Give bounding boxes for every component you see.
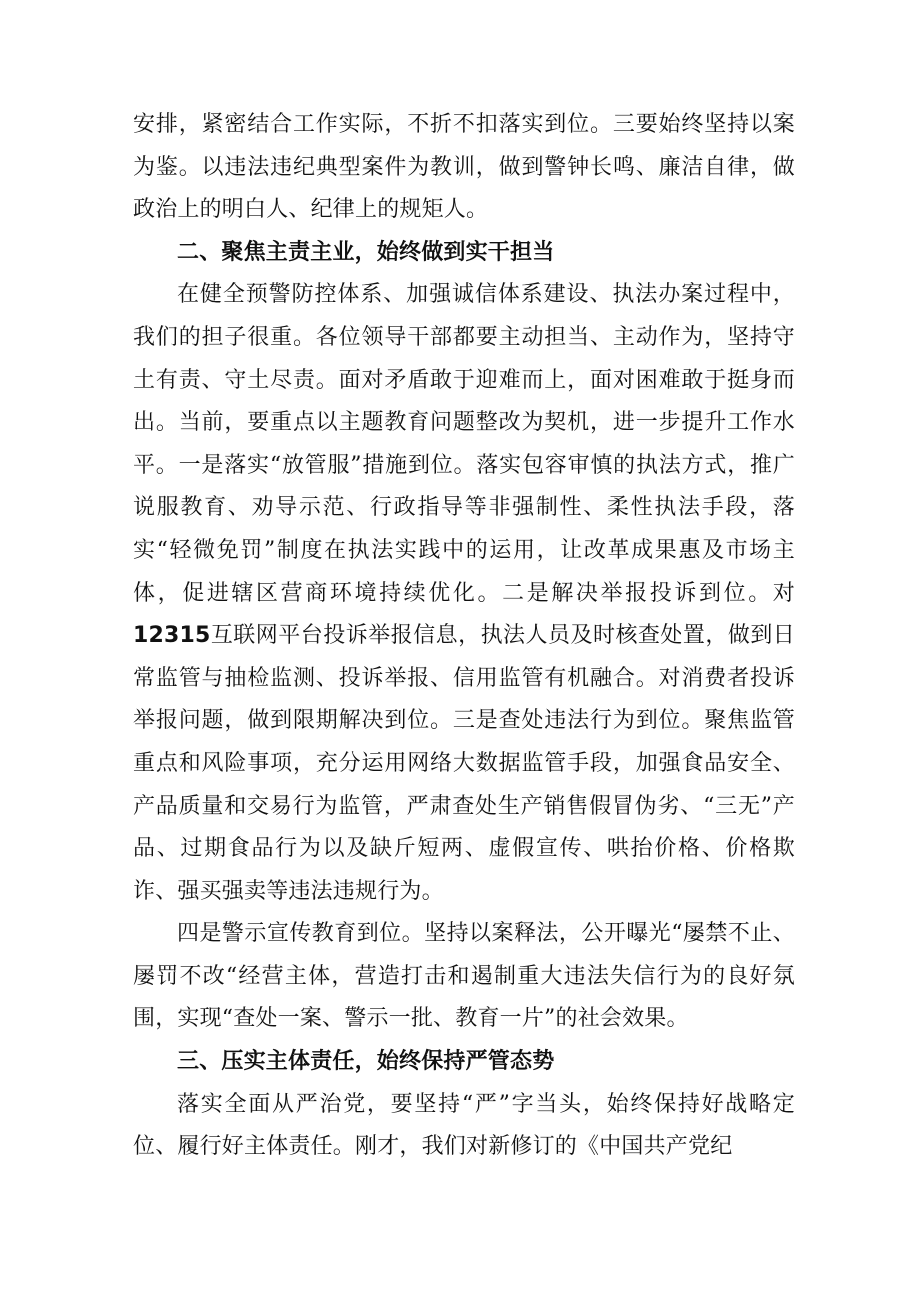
paragraph-section-2 [133,274,795,913]
document-page [133,104,795,1169]
paragraph-section-3: 落实全面从严治党，要坚持“严”字当头，始终保持好战略定位、履行好主体责任。刚才，我们对新修订的《中国共产党纪 [133,1091,795,1160]
paragraph-text: 互联网平台投诉举报信息，执法人员及时核查处置，做到日常监管与抽检监测、投诉举报、信用监管有机融合。对消费者投诉举报问题，做到限期解决到位。三是查处违法行为到位。聚焦监管重点和风险事项，充分运用网络大数据监管手段，加强食品安全、产品质量和交易行为监管，严肃查处生产销售假冒伪劣、“三无”产品、过期食品行为以及缺斤短两、虚假宣传、哄抬价格、价格欺诈、强买强卖等违法违规行为。 [133,623,795,904]
hotline-number: 12315 [133,623,211,649]
paragraph-text: 在健全预警防控体系、加强诚信体系建设、执法办案过程中，我们的担子很重。各位领导干部都要主动担当、主动作为，坚持守土有责、守土尽责。面对矛盾敢于迎难而上，面对困难敢于挺身而出。当前，要重点以主题教育问题整改为契机，进一步提升工作水平。一是落实“放管服”措施到位。落实包容审慎的执法方式，推广说服教育、劝导示范、行政指导等非强制性、柔性执法手段，落实“轻微免罚”制度在执法实践中的运用，让改革成果惠及市场主体，促进辖区营商环境持续优化。二是解决举报投诉到位。对 [133,282,795,606]
paragraph-warning-education: 四是警示宣传教育到位。坚持以案释法，公开曝光“屡禁不止、屡罚不改“经营主体，营造打击和遏制重大违法失信行为的良好氛围，实现“查处一案、警示一批、教育一片”的社会效果。 [133,921,795,1032]
section-heading-2: 二、聚焦主责主业，始终做到实干担当 [177,239,555,265]
paragraph-continued: 安排，紧密结合工作实际，不折不扣落实到位。三要始终坚持以案为鉴。以违法违纪典型案件为教训，做到警钟长鸣、廉洁自律，做政治上的明白人、纪律上的规矩人。 [133,112,795,223]
section-heading-3: 三、压实主体责任，始终保持严管态势 [177,1049,555,1075]
